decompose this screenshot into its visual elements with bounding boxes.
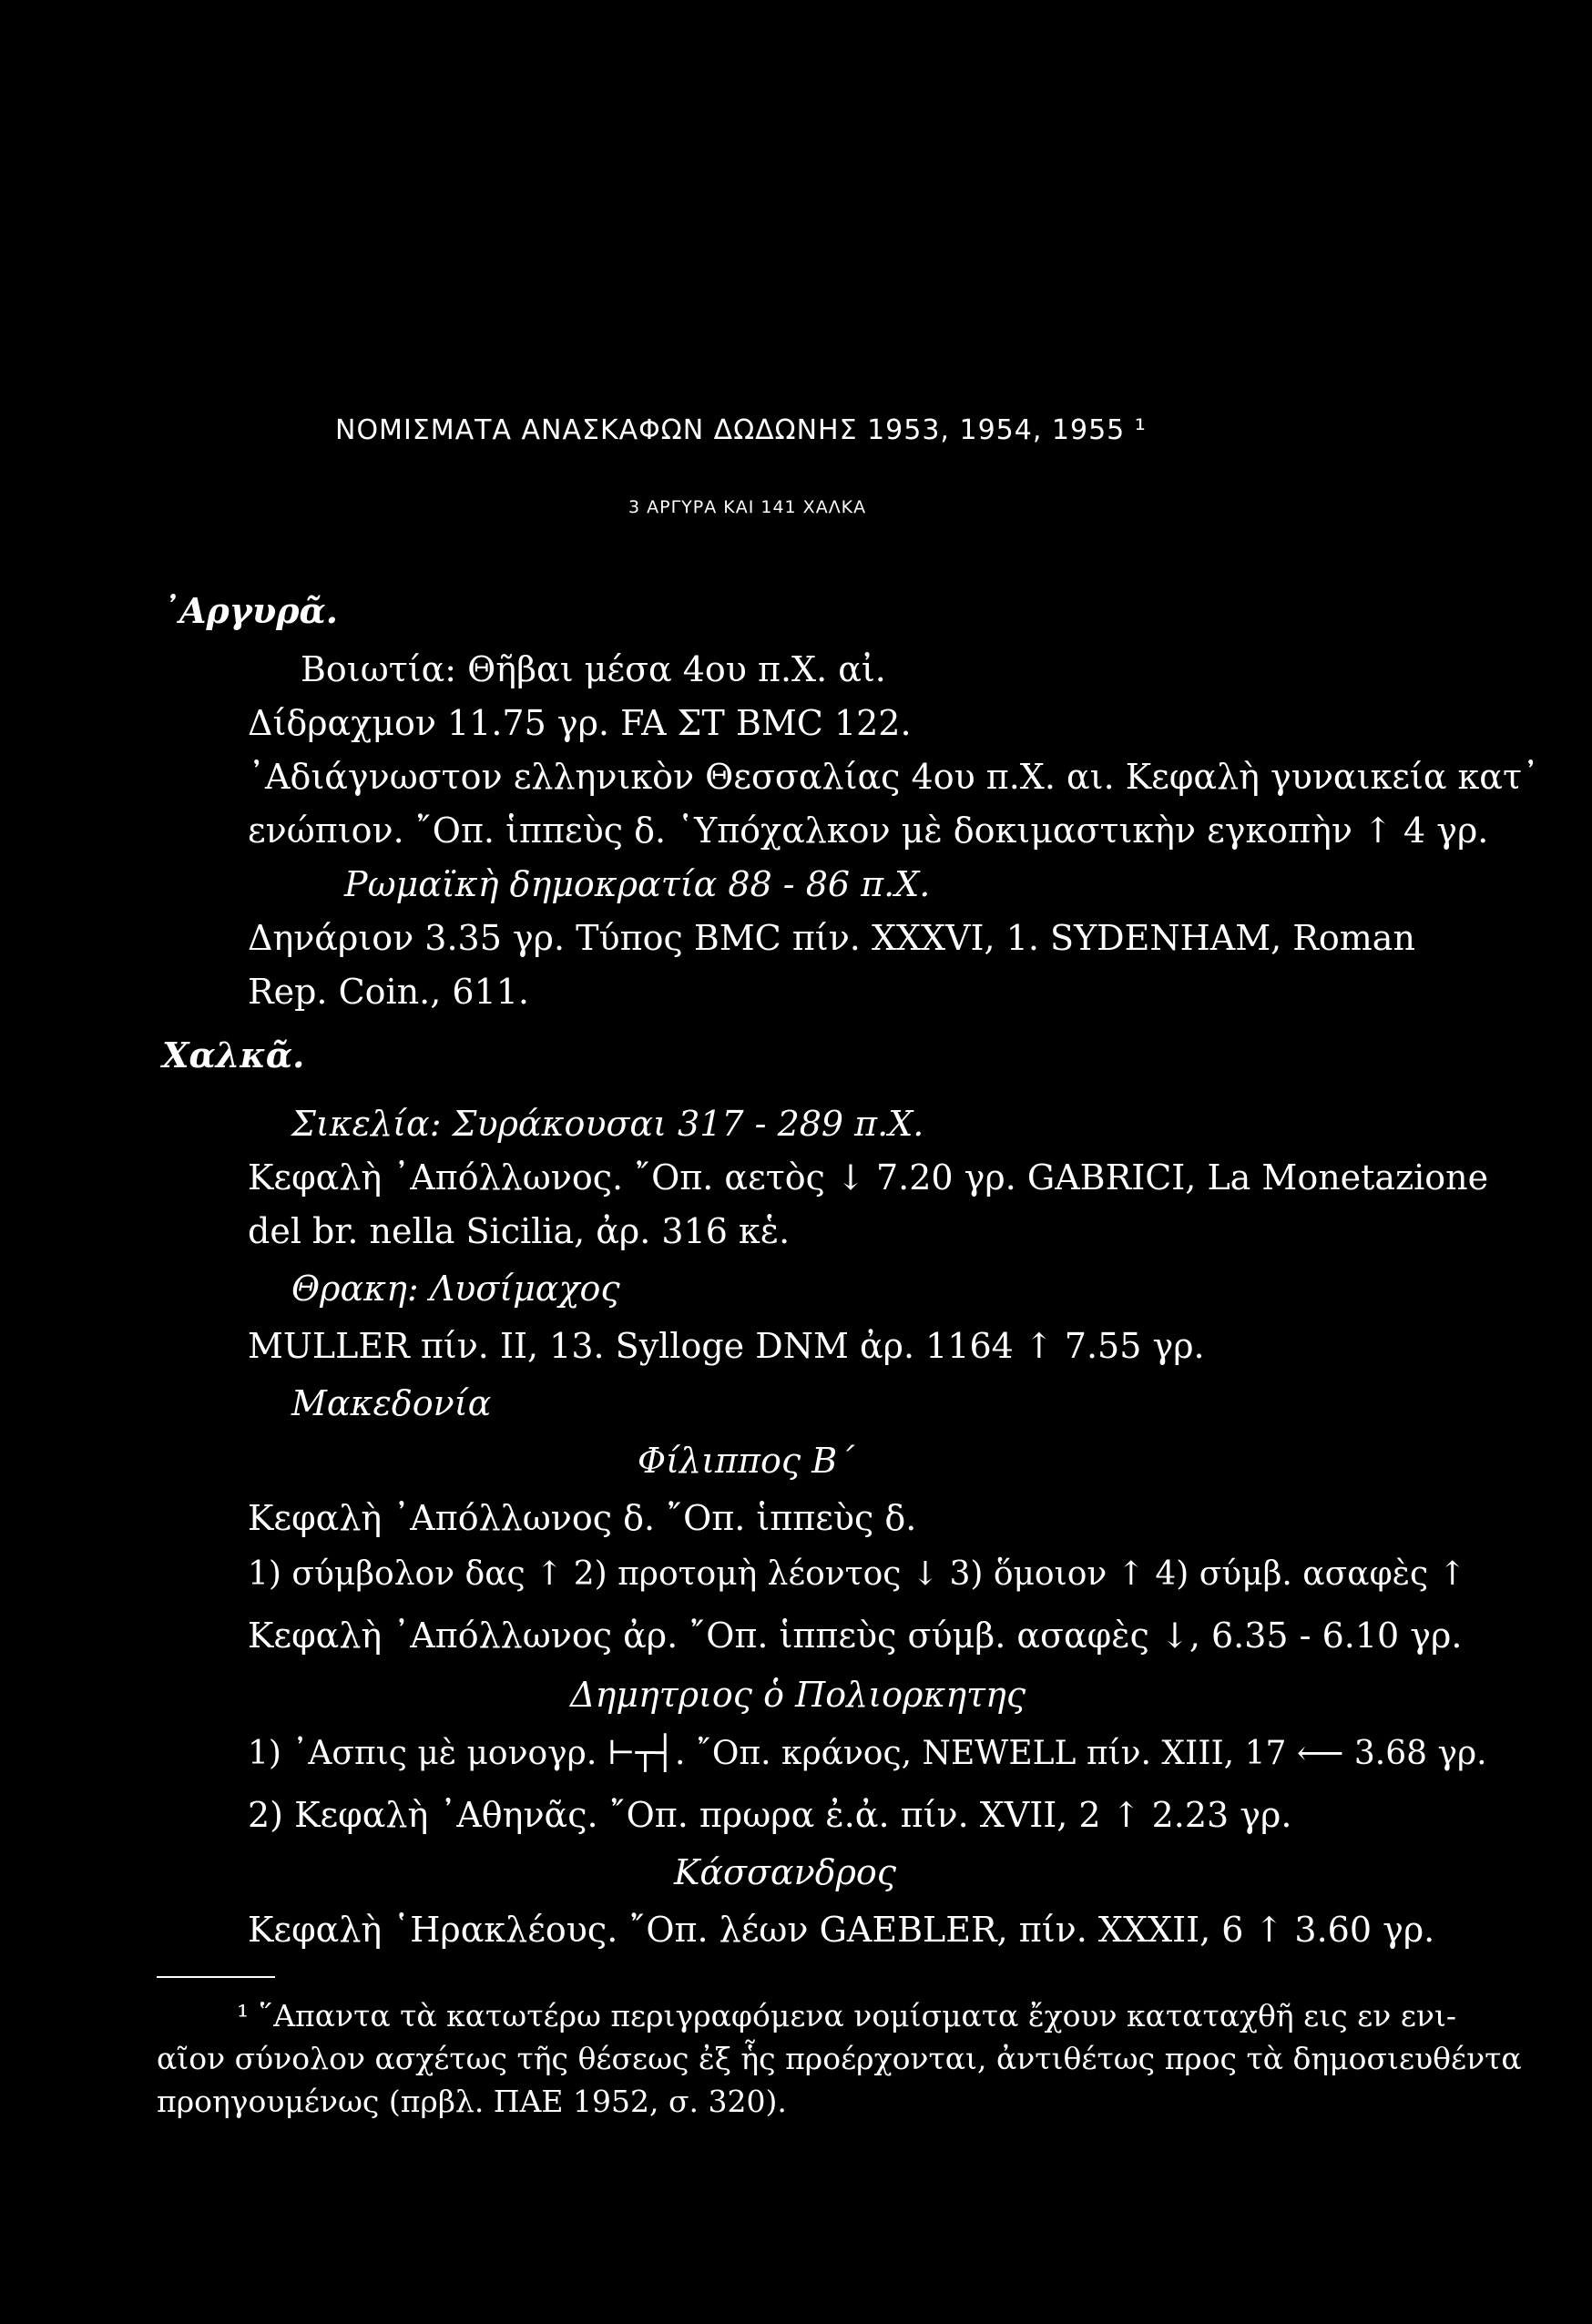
section-heading-silver: ᾿Αργυρᾶ. [162, 590, 338, 631]
entry-line: Κεφαλὴ ᾿Απόλλωνος. ῎Οπ. αετὸς ↓ 7.20 γρ. GABRICI, La Monetazione [248, 1157, 1489, 1198]
subheading: Φίλιππος Β´ [638, 1441, 855, 1481]
entry-line: 1) σύμβολον δας ↑ 2) προτομὴ λέοντος ↓ 3) ὅμοιον ↑ 4) σύμβ. ασαφὲς ↑ [248, 1555, 1466, 1593]
entry-line: Σικελία: Συράκουσαι 317 - 289 π.Χ. [291, 1104, 924, 1144]
footnote-line: προηγουμένως (πρβλ. ΠΑΕ 1952, σ. 320). [157, 2084, 787, 2119]
entry-line: Κεφαλὴ ῾Ηρακλέους. ῎Οπ. λέων GAEBLER, πίν. XXXII, 6 ↑ 3.60 γρ. [248, 1910, 1435, 1950]
entry-line: 1) ᾿Ασπις μὲ μονογρ. ⊢┬┤. ῎Οπ. κράνος, NEWELL πίν. XIII, 17 ⟵ 3.68 γρ. [248, 1735, 1487, 1772]
entry-line: Ρωμαϊκὴ δημοκρατία 88 - 86 π.Χ. [344, 864, 931, 904]
entry-line: Δηνάριον 3.35 γρ. Τύπος BMC πίν. XXXVI, 1. SYDENHAM, Roman [248, 918, 1415, 958]
subheading: Θρακη: Λυσίμαχος [291, 1269, 620, 1309]
entry-line: Rep. Coin., 611. [248, 972, 530, 1012]
subheading: Μακεδονία [291, 1383, 492, 1423]
entry-line: 2) Κεφαλὴ ᾿Αθηνᾶς. ῎Οπ. πρωρα ἐ.ἀ. πίν. XVII, 2 ↑ 2.23 γρ. [248, 1795, 1292, 1835]
footnote-line: αῖον σύνολον ασχέτως τῆς θέσεως ἐξ ἧς προέρχονται, ἀντιθέτως προς τὰ δημοσιευθέντα [157, 2041, 1522, 2076]
subheading: Κάσσανδρος [674, 1852, 897, 1892]
entry-line: del br. nella Sicilia, ἀρ. 316 κἑ. [248, 1211, 791, 1251]
page-subtitle: 3 ΑΡΓΥΡΑ ΚΑΙ 141 ΧΑΛΚΑ [628, 497, 867, 517]
section-heading-bronze: Χαλκᾶ. [162, 1035, 305, 1075]
subheading: Δημητριος ὁ Πολιορκητης [570, 1675, 1026, 1715]
page-title: ΝΟΜΙΣΜΑΤΑ ΑΝΑΣΚΑΦΩΝ ΔΩΔΩΝΗΣ 1953, 1954, 1955 ¹ [335, 414, 1147, 446]
entry-line: ενώπιον. ῎Οπ. ἱππεὺς δ. ῾Υπόχαλκον μὲ δοκιμαστικὴν εγκοπὴν ↑ 4 γρ. [248, 810, 1489, 851]
entry-line: Βοιωτία: Θῆβαι μέσα 4ου π.Χ. αἰ. [301, 649, 886, 689]
entry-line: MULLER πίν. II, 13. Sylloge DNM ἀρ. 1164 ↑ 7.55 γρ. [248, 1326, 1205, 1366]
entry-line: Δίδραχμον 11.75 γρ. FA ΣΤ BMC 122. [248, 703, 912, 743]
entry-line: ᾿Αδιάγνωστον ελληνικὸν Θεσσαλίας 4ου π.Χ. αι. Κεφαλὴ γυναικεία κατ᾿ [248, 757, 1539, 797]
entry-line: Κεφαλὴ ᾿Απόλλωνος δ. ῎Οπ. ἱππεὺς δ. [248, 1498, 917, 1538]
footnote-divider [157, 1976, 275, 1978]
entry-line: Κεφαλὴ ᾿Απόλλωνος ἀρ. ῎Οπ. ἱππεὺς σύμβ. ασαφὲς ↓, 6.35 - 6.10 γρ. [248, 1616, 1463, 1656]
footnote-line: ¹ ῞Απαντα τὰ κατωτέρω περιγραφόμενα νομίσματα ἔχουν καταταχθῆ εις εν ενι- [237, 1998, 1457, 2034]
